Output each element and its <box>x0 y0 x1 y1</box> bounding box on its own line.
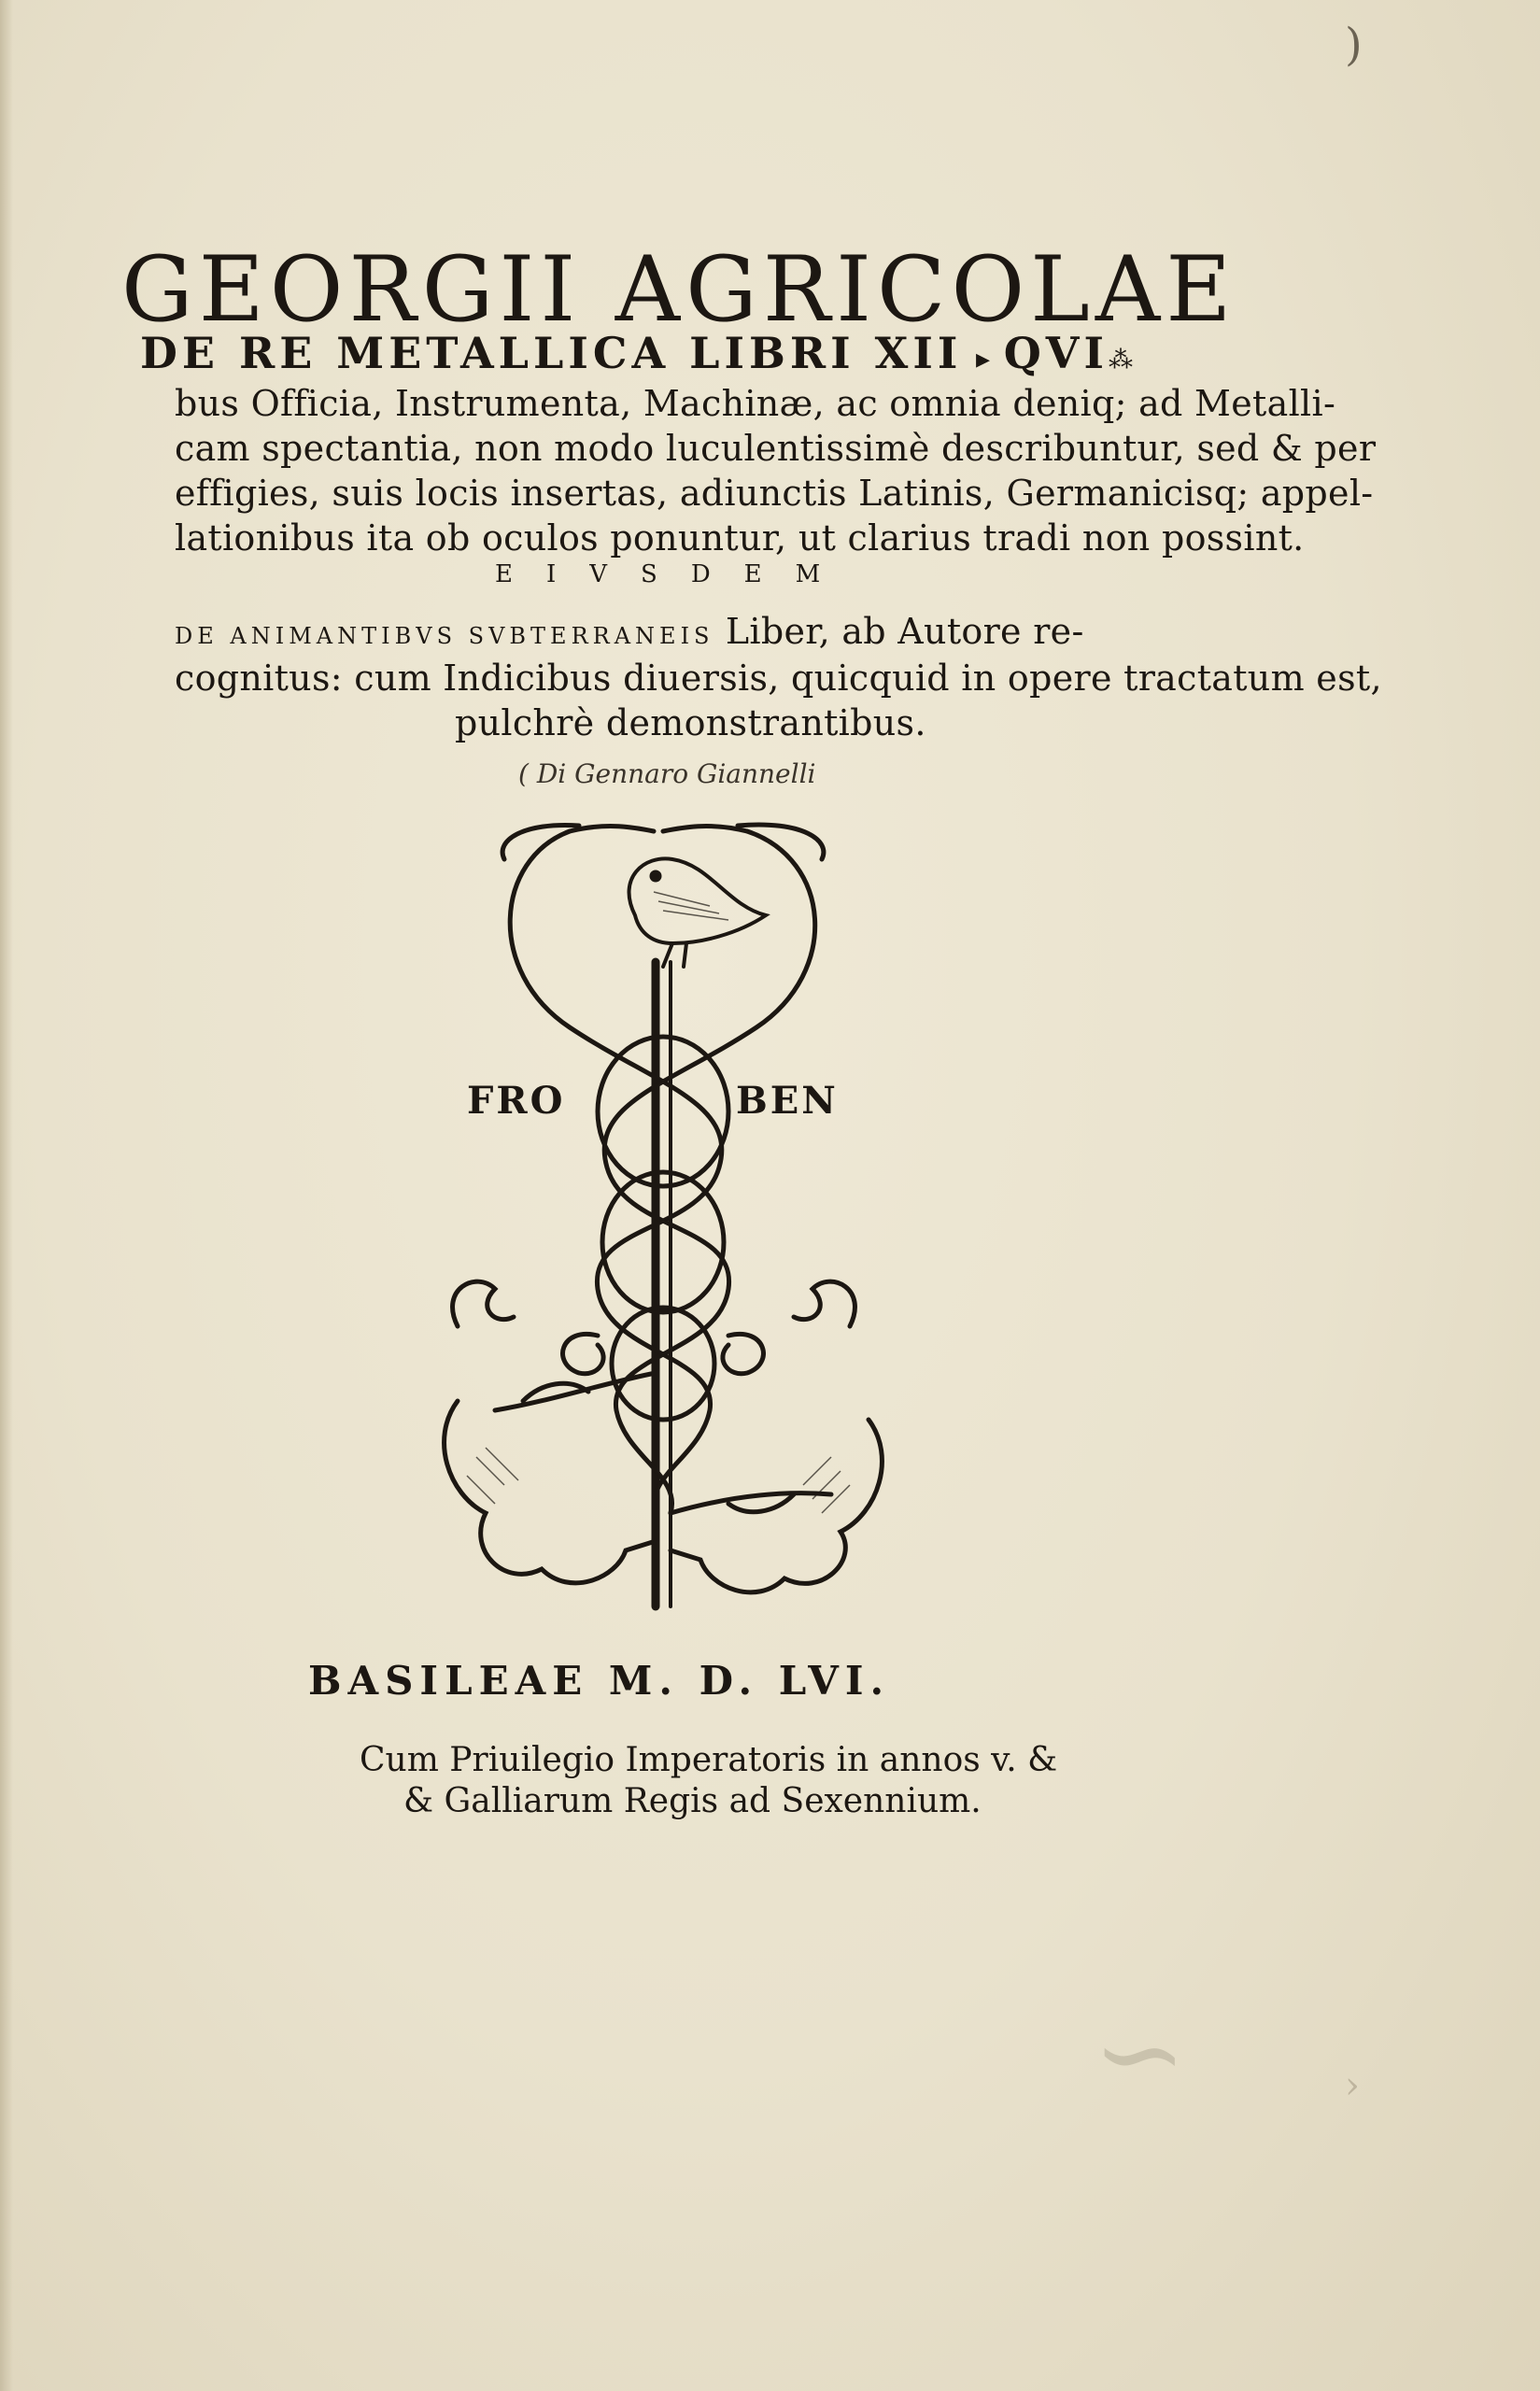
froben-device-illustration <box>439 803 887 1616</box>
imprint-line: BASILEAE M. D. LVI. <box>308 1658 891 1704</box>
page-title: GEORGII AGRICOLAE <box>121 237 1237 342</box>
privilege-line-1: Cum Priuilegio Imperatoris in annos v. & <box>360 1741 1058 1779</box>
second-line-1 <box>175 609 1084 658</box>
second-title-caps: DE ANIMANTIBVS SVBTERRANEIS <box>175 623 714 649</box>
body-line-2: cam spectantia, non modo luculentissimè describuntur, sed & per <box>175 428 1377 469</box>
second-title-tail: Liber, ab Autore re- <box>725 611 1084 652</box>
corner-mark: ‏) <box>1345 19 1363 71</box>
subtitle-caps: DE RE METALLICA LIBRI XII <box>140 328 963 378</box>
faint-stamp-mark: ∽ <box>1093 1989 1187 2119</box>
faint-shelfmark: › <box>1345 2064 1360 2107</box>
device-label-right: BEN <box>736 1079 839 1123</box>
privilege-line-2: & Galliarum Regis ad Sexennium. <box>403 1782 982 1820</box>
body-line-3: effigies, suis locis insertas, adiunctis Latinis, Germanicisq; appel- <box>175 473 1374 514</box>
ownership-inscription: ( Di Gennaro Giannelli <box>518 758 816 789</box>
body-line-1: bus Officia, Instrumenta, Machinæ, ac omnia deniq; ad Metalli- <box>175 383 1336 424</box>
subtitle-line: DE RE METALLICA LIBRI XII ▸ QVI⁂ <box>140 328 1133 378</box>
body-line-4: lationibus ita ob oculos ponuntur, ut clarius tradi non possint. <box>175 517 1305 559</box>
second-line-2: cognitus: cum Indicibus diuersis, quicquid in opere tractatum est, <box>175 658 1382 699</box>
device-label-left: FRO <box>467 1079 566 1123</box>
second-line-3: pulchrè demonstrantibus. <box>455 702 926 743</box>
subtitle-tail: QVI <box>1003 328 1109 378</box>
eiusdem-heading: EIVSDEM <box>495 560 855 588</box>
